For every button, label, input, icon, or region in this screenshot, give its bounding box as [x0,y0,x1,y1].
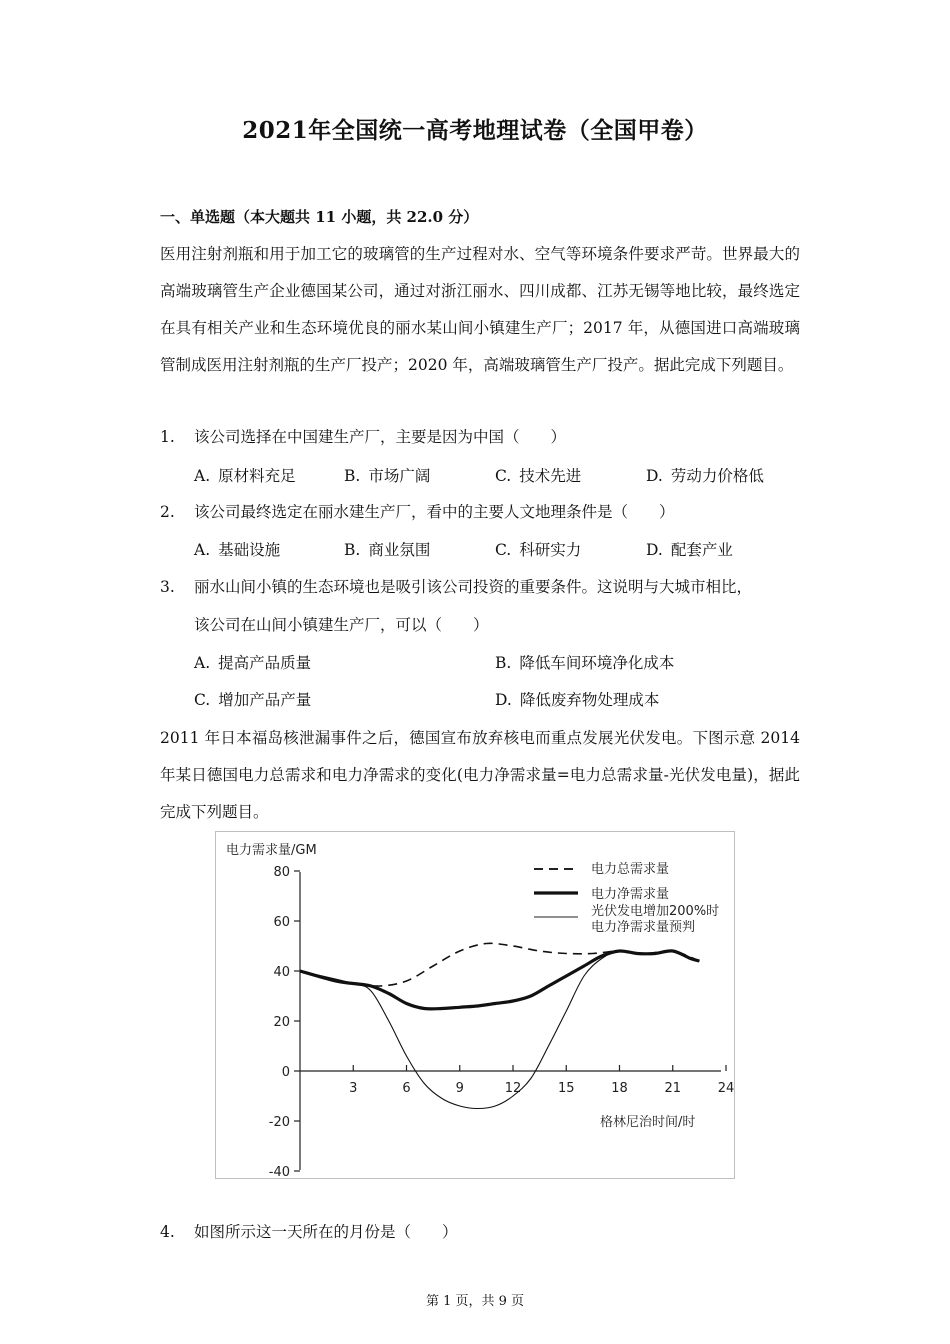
option-2b[interactable]: B. 商业氛围 [344,541,431,559]
legend-forecast-2: 电力净需求量预判 [591,920,696,935]
option-1a[interactable]: A. 原材料充足 [194,467,296,485]
option-1b[interactable]: B. 市场广阔 [344,467,431,485]
question-number: 3. [160,578,175,596]
x-tick-label: 9 [455,1081,464,1096]
section-heading: 一、单选题（本大题共 11 小题，共 22.0 分） [160,208,479,226]
x-axis-label: 格林尼治时间/时 [600,1115,696,1130]
y-tick-label: -40 [268,1165,290,1180]
question-number: 2. [160,503,175,521]
option-3c[interactable]: C. 增加产品产量 [194,691,312,709]
y-tick-label: 40 [273,965,290,980]
series-line-net-demand [300,951,699,1009]
question-4 [160,1214,458,1251]
option-2a[interactable]: A. 基础设施 [194,541,281,559]
option-3a[interactable]: A. 提高产品质量 [194,654,312,672]
y-tick-label: 60 [273,915,290,930]
y-tick-label: 0 [281,1065,290,1080]
option-1c[interactable]: C. 技术先进 [495,467,582,485]
question-text: 该公司最终选定在丽水建生产厂，看中的主要人文地理条件是（ ） [194,503,675,521]
y-tick-label: 20 [273,1015,290,1030]
legend-total: 电力总需求量 [591,862,670,877]
question-2 [160,494,675,531]
option-2c[interactable]: C. 科研实力 [495,541,582,559]
legend-net: 电力净需求量 [591,887,670,902]
y-tick-label: 80 [273,865,290,880]
y-tick-label: -20 [268,1115,290,1130]
legend-forecast-1: 光伏发电增加200%时 [591,904,720,919]
passage-1: 医用注射剂瓶和用于加工它的玻璃管的生产过程对水、空气等环境条件要求严苛。世界最大的高端玻璃管生产企业德国某公司，通过对浙江丽水、四川成都、江苏无锡等地比较，最终选定在具有相关产业和生态环境优良的丽水某山间小镇建生产厂；2017 年，从德国进口高端玻璃管制成医用注射剂瓶的生产厂投产；2020 年，高端玻璃管生产厂投产。据此完成下列题目。 [160,245,800,374]
question-text: 如图所示这一天所在的月份是（ ） [194,1223,458,1241]
series-line-forecast-net-demand [300,951,699,1109]
line-chart [216,832,736,1180]
y-axis-label: 电力需求量/GM [226,843,317,858]
option-3b[interactable]: B. 降低车间环境净化成本 [495,654,675,672]
question-text: 丽水山间小镇的生态环境也是吸引该公司投资的重要条件。这说明与大城市相比， [194,578,753,596]
option-2d[interactable]: D. 配套产业 [646,541,733,559]
x-tick-label: 21 [664,1081,682,1096]
option-3d[interactable]: D. 降低废弃物处理成本 [495,691,660,709]
page-title: 2021年全国统一高考地理试卷（全国甲卷） [242,117,708,144]
question-number: 1. [160,428,175,446]
x-tick-label: 18 [611,1081,628,1096]
series-line-total-demand [300,943,699,986]
page-footer: 第 1 页，共 9 页 [425,1294,525,1309]
question-text: 该公司选择在中国建生产厂，主要是因为中国（ ） [194,428,567,446]
question-3-continued: 该公司在山间小镇建生产厂，可以（ ） [194,616,489,634]
x-tick-label: 3 [349,1081,358,1096]
question-number: 4. [160,1223,175,1241]
x-tick-label: 15 [557,1081,575,1096]
option-1d[interactable]: D. 劳动力价格低 [646,467,764,485]
question-3 [160,569,752,606]
chart-figure [215,831,735,1179]
x-tick-label: 6 [402,1081,411,1096]
x-tick-label: 12 [504,1081,522,1096]
x-tick-label: 24 [717,1081,735,1096]
passage-2: 2011 年日本福岛核泄漏事件之后，德国宣布放弃核电而重点发展光伏发电。下图示意 2014 年某日德国电力总需求和电力净需求的变化(电力净需求量=电力总需求量-光伏发电量)，据此完成下列题目。 [160,729,800,821]
question-1 [160,419,566,456]
